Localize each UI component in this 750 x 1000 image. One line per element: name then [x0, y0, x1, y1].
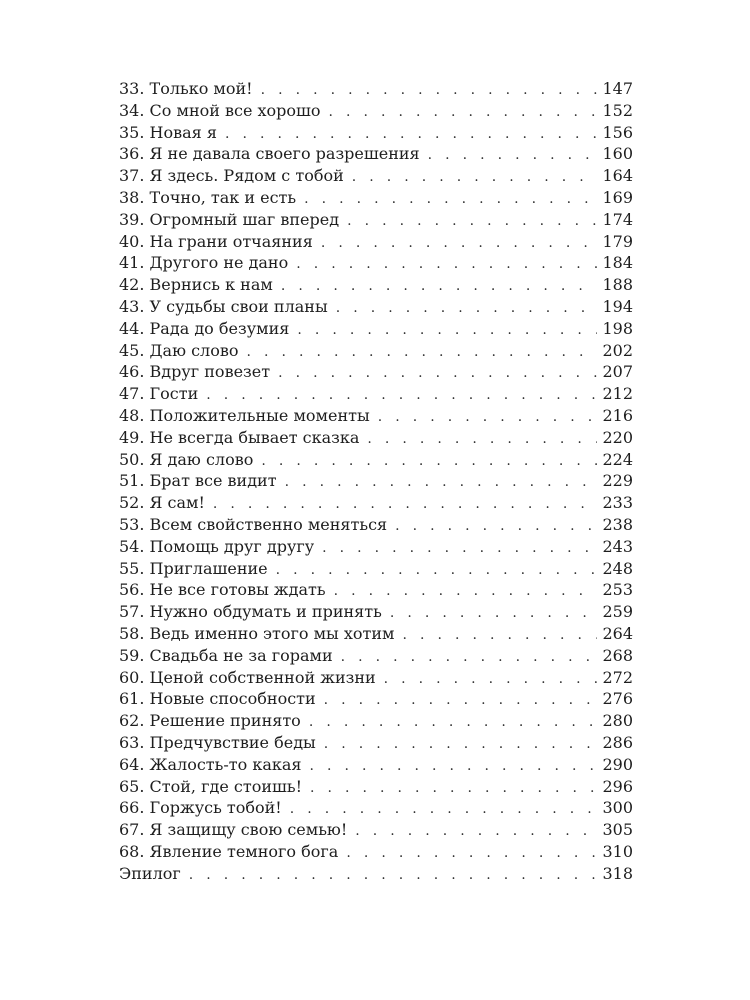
- toc-entry-page: 290: [602, 754, 633, 774]
- toc-entry: [119, 623, 633, 645]
- toc-entry-page: 310: [602, 841, 633, 861]
- toc-entry-title: 37. Я здесь. Рядом с тобой: [119, 166, 344, 186]
- toc-entry-page: 268: [602, 645, 633, 665]
- dot-leader: [355, 821, 597, 843]
- toc-entry: [119, 187, 633, 209]
- toc-entry-page: 238: [602, 514, 633, 534]
- toc-entry: [119, 514, 633, 536]
- toc-entry-page: 253: [602, 580, 633, 600]
- dot-leader: [247, 342, 598, 364]
- dot-leader: [225, 124, 597, 146]
- toc-entry: [119, 601, 633, 623]
- toc-entry-title: 57. Нужно обдумать и принять: [119, 602, 382, 622]
- dot-leader: [276, 560, 597, 582]
- toc-entry-title: 65. Стой, где стоишь!: [119, 776, 303, 796]
- toc-entry-title: 45. Даю слово: [119, 340, 239, 360]
- toc-entry-title: 60. Ценой собственной жизни: [119, 667, 376, 687]
- toc-entry: [119, 296, 633, 318]
- toc-entry: [119, 776, 633, 798]
- toc-entry: [119, 754, 633, 776]
- toc-entry-title: 49. Не всегда бывает сказка: [119, 427, 360, 447]
- toc-entry-title: 54. Помощь друг другу: [119, 536, 315, 556]
- dot-leader: [206, 385, 597, 407]
- dot-leader: [390, 603, 597, 625]
- dot-leader: [346, 843, 597, 865]
- toc-entry: [119, 841, 633, 863]
- dot-leader: [378, 407, 597, 429]
- toc-entry: [119, 405, 633, 427]
- dot-leader: [428, 145, 597, 167]
- dot-leader: [336, 298, 597, 320]
- toc-entry-title: 39. Огромный шаг вперед: [119, 209, 340, 229]
- toc-entry-page: 188: [602, 275, 633, 295]
- toc-entry-title: 64. Жалость-то какая: [119, 754, 302, 774]
- toc-entry-title: 67. Я защищу свою семью!: [119, 820, 348, 840]
- toc-entry-page: 202: [602, 340, 633, 360]
- dot-leader: [309, 712, 597, 734]
- toc-entry-title: 50. Я даю слово: [119, 449, 254, 469]
- toc-entry-title: 36. Я не давала своего разрешения: [119, 144, 420, 164]
- toc-entry-title: 62. Решение принято: [119, 711, 301, 731]
- toc-entry: [119, 383, 633, 405]
- toc-entry-page: 220: [602, 427, 633, 447]
- dot-leader: [329, 102, 597, 124]
- dot-leader: [341, 647, 597, 669]
- toc-entry-page: 233: [602, 493, 633, 513]
- toc-entry-title: 47. Гости: [119, 384, 199, 404]
- toc-entry-title: 43. У судьбы свои планы: [119, 296, 328, 316]
- toc-entry: [119, 78, 633, 100]
- toc-entry: [119, 710, 633, 732]
- dot-leader: [352, 167, 597, 189]
- toc-entry: [119, 143, 633, 165]
- toc-entry-title: 42. Вернись к нам: [119, 275, 273, 295]
- toc-entry-page: 169: [602, 187, 633, 207]
- toc-entry-title: 68. Явление темного бога: [119, 841, 339, 861]
- toc-entry-page: 156: [602, 122, 633, 142]
- toc-entry-page: 198: [602, 318, 633, 338]
- dot-leader: [261, 451, 597, 473]
- toc-entry-page: 296: [602, 776, 633, 796]
- dot-leader: [402, 625, 597, 647]
- dot-leader: [304, 189, 597, 211]
- dot-leader: [384, 669, 597, 691]
- toc-entry-title: 66. Горжусь тобой!: [119, 798, 282, 818]
- toc-entry-title: 40. На грани отчаяния: [119, 231, 313, 251]
- toc-entry: [119, 274, 633, 296]
- toc-entry-page: 212: [602, 384, 633, 404]
- toc-entry-page: 300: [602, 798, 633, 818]
- toc-entry-page: 305: [602, 820, 633, 840]
- toc-entry: [119, 165, 633, 187]
- toc-entry-title: 35. Новая я: [119, 122, 217, 142]
- toc-entry: [119, 579, 633, 601]
- toc-entry: [119, 252, 633, 274]
- toc-entry: [119, 318, 633, 340]
- dot-leader: [290, 799, 597, 821]
- dot-leader: [261, 80, 597, 102]
- toc-entry-page: 224: [602, 449, 633, 469]
- toc-entry-page: 286: [602, 732, 633, 752]
- dot-leader: [322, 538, 597, 560]
- dot-leader: [189, 865, 597, 887]
- toc-entry-title: 59. Свадьба не за горами: [119, 645, 333, 665]
- toc-entry-page: 229: [602, 471, 633, 491]
- toc-entry-title: 52. Я сам!: [119, 493, 205, 513]
- toc-entry: [119, 732, 633, 754]
- toc-entry: [119, 427, 633, 449]
- toc-entry-title: 55. Приглашение: [119, 558, 268, 578]
- toc-entry-page: 147: [602, 79, 633, 98]
- toc-entry: [119, 492, 633, 514]
- toc-entry-page: 174: [602, 209, 633, 229]
- dot-leader: [334, 581, 597, 603]
- toc-entry-page: 272: [602, 667, 633, 687]
- table-of-contents: [119, 78, 633, 884]
- toc-entry-page: 248: [602, 558, 633, 578]
- toc-entry: [119, 797, 633, 819]
- toc-entry-title: 34. Со мной все хорошо: [119, 100, 321, 120]
- toc-entry-page: 184: [602, 253, 633, 273]
- dot-leader: [297, 320, 597, 342]
- toc-entry-page: 276: [602, 689, 633, 709]
- toc-entry-page: 152: [602, 100, 633, 120]
- toc-entry-title: 48. Положительные моменты: [119, 405, 370, 425]
- dot-leader: [310, 778, 597, 800]
- toc-entry-title: 33. Только мой!: [119, 79, 253, 98]
- toc-entry-title: 53. Всем свойственно меняться: [119, 514, 388, 534]
- toc-entry-title: 61. Новые способности: [119, 689, 316, 709]
- dot-leader: [310, 756, 597, 778]
- toc-entry: [119, 470, 633, 492]
- dot-leader: [278, 363, 597, 385]
- dot-leader: [296, 254, 597, 276]
- toc-entry-page: 164: [602, 166, 633, 186]
- dot-leader: [395, 516, 597, 538]
- toc-entry: [119, 558, 633, 580]
- toc-entry-title: 46. Вдруг повезет: [119, 362, 271, 382]
- toc-entry: [119, 340, 633, 362]
- toc-entry: [119, 536, 633, 558]
- toc-entry-title: 51. Брат все видит: [119, 471, 277, 491]
- toc-entry-title: 56. Не все готовы ждать: [119, 580, 326, 600]
- toc-entry-page: 264: [602, 623, 633, 643]
- toc-entry-page: 280: [602, 711, 633, 731]
- toc-entry-title: 58. Ведь именно этого мы хотим: [119, 623, 395, 643]
- toc-entry-page: 318: [602, 863, 633, 883]
- toc-entry-page: 259: [602, 602, 633, 622]
- dot-leader: [324, 734, 597, 756]
- toc-entry: [119, 122, 633, 144]
- dot-leader: [321, 233, 597, 255]
- dot-leader: [347, 211, 597, 233]
- dot-leader: [367, 429, 597, 451]
- toc-entry-page: 216: [602, 405, 633, 425]
- toc-entry-page: 160: [602, 144, 633, 164]
- dot-leader: [281, 276, 597, 298]
- toc-entry-title: Эпилог: [119, 863, 181, 883]
- toc-entry: [119, 819, 633, 841]
- dot-leader: [285, 472, 597, 494]
- toc-entry: [119, 688, 633, 710]
- toc-entry-page: 179: [602, 231, 633, 251]
- toc-entry: [119, 863, 633, 885]
- toc-entry-title: 63. Предчувствие беды: [119, 732, 316, 752]
- toc-entry-page: 207: [602, 362, 633, 382]
- dot-leader: [324, 690, 597, 712]
- toc-entry: [119, 361, 633, 383]
- toc-entry-page: 243: [602, 536, 633, 556]
- toc-entry: [119, 645, 633, 667]
- toc-entry: [119, 449, 633, 471]
- toc-entry-title: 38. Точно, так и есть: [119, 187, 297, 207]
- toc-entry-title: 41. Другого не дано: [119, 253, 289, 273]
- toc-entry: [119, 231, 633, 253]
- toc-entry: [119, 209, 633, 231]
- toc-entry-title: 44. Рада до безумия: [119, 318, 290, 338]
- dot-leader: [213, 494, 597, 516]
- toc-entry-page: 194: [602, 296, 633, 316]
- toc-entry: [119, 100, 633, 122]
- toc-entry: [119, 667, 633, 689]
